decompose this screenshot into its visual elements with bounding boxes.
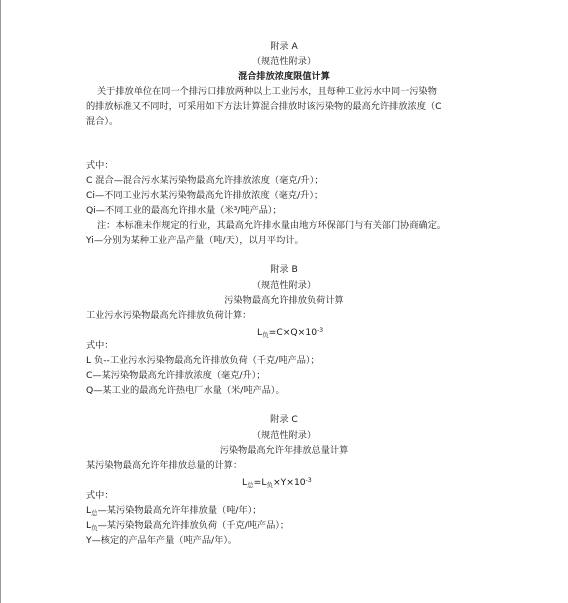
formula-b-lhs: L — [257, 327, 263, 338]
appendix-c-heading: 污染物最高允许年排放总量计算 — [219, 445, 349, 456]
appendix-b-intro: 工业污水污染物最高允许排放负荷计算： — [86, 310, 252, 321]
appendix-b-def-q: Q—某工业的最高允许热电厂水量（米/吨产品）。 — [86, 385, 285, 396]
appendix-a-where: 式中： — [86, 160, 114, 171]
appendix-a-paragraph-line3: 混合）。 — [86, 116, 119, 127]
formula-c-subscript-total: 总 — [247, 481, 254, 489]
appendix-b-where: 式中： — [86, 340, 114, 351]
appendix-b-title: 附录 B — [270, 264, 298, 275]
appendix-c-formula — [242, 475, 312, 491]
formula-c-lhs: L — [242, 477, 248, 488]
appendix-a-note: 注：本标准未作规定的行业，其最高允许排水量由地方环保部门与有关部门协商确定。 — [97, 220, 447, 231]
appendix-b-heading: 污染物最高允许排放负荷计算 — [224, 295, 344, 306]
appendix-b-formula — [257, 325, 323, 341]
appendix-a-def-c-mixed: C 混合—混合污水某污染物最高允许排放浓度（毫克/升）； — [86, 175, 324, 186]
def-l-total-subscript: 总 — [91, 509, 98, 517]
def-l-total-symbol: L — [86, 505, 92, 516]
def-l-total-text: —某污染物最高允许年排放量（吨/年）； — [97, 505, 262, 516]
appendix-c-type: （规范性附录） — [251, 430, 317, 441]
def-l-load-text: —某污染物最高允许排放负荷（千克/吨产品）； — [97, 520, 290, 531]
formula-c-exponent: -3 — [305, 477, 312, 484]
appendix-a-def-qi: Qi—不同工业的最高允许排水量（米³/吨产品）； — [86, 205, 282, 216]
formula-c-mid: =L — [253, 477, 267, 488]
formula-c-rhs: ×Y×10 — [272, 477, 306, 488]
appendix-a-title: 附录 A — [270, 41, 298, 52]
appendix-a-paragraph-line2: 的排放标准又不同时，可采用如下方法计算混合排放时该污染物的最高允许排放浓度（C — [86, 101, 442, 112]
appendix-a-type: （规范性附录） — [251, 56, 317, 67]
appendix-b-type: （规范性附录） — [251, 280, 317, 291]
def-l-load-subscript: 负 — [91, 524, 98, 532]
def-l-load-symbol: L — [86, 520, 92, 531]
appendix-c-def-y: Y—核定的产品年产量（吨产品/年）。 — [86, 535, 238, 546]
appendix-c-def-l-total — [86, 505, 262, 519]
formula-b-exponent: -3 — [317, 327, 324, 334]
formula-c-subscript-load: 负 — [266, 481, 273, 489]
appendix-c-title: 附录 C — [270, 414, 298, 425]
appendix-c-where: 式中： — [86, 490, 114, 501]
appendix-a-def-yi: Yi—分别为某种工业产品产量（吨/天），以月平均计。 — [86, 235, 304, 246]
appendix-c-def-l-load — [86, 520, 289, 534]
appendix-a-paragraph-line1: 关于排放单位在同一个排污口排放两种以上工业污水，且每种工业污水中同一污染物 — [97, 86, 437, 97]
appendix-a-def-ci: Ci—不同工业污水某污染物最高允许排放浓度（毫克/升）； — [86, 190, 324, 201]
appendix-c-intro: 某污染物最高允许年排放总量的计算： — [86, 460, 243, 471]
appendix-b-def-c: C—某污染物最高允许排放浓度（毫克/升）； — [86, 370, 266, 381]
appendix-b-def-l-load: L 负--工业污水污染物最高允许排放负荷（千克/吨产品）； — [86, 355, 320, 366]
formula-b-subscript: 负 — [262, 331, 269, 339]
appendix-a-heading: 混合排放浓度限值计算 — [238, 71, 330, 82]
formula-b-rhs: =C×Q×10 — [268, 327, 318, 338]
